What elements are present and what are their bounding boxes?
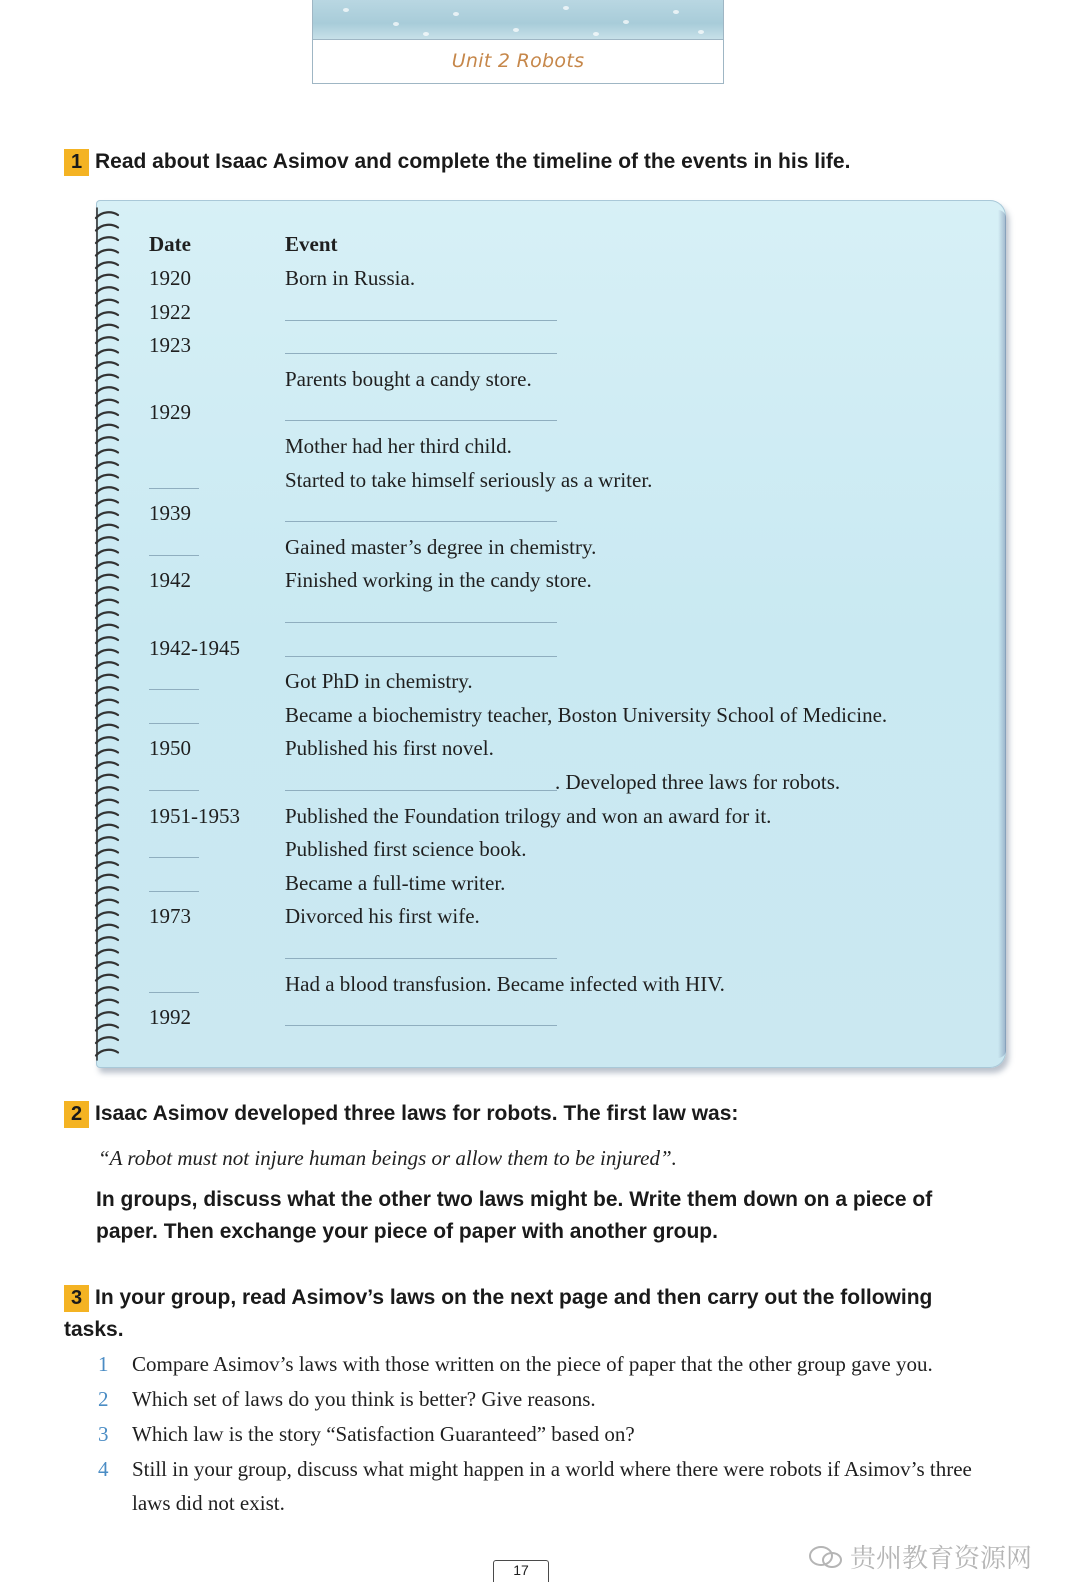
event-blank-line xyxy=(285,656,557,657)
date-blank-line xyxy=(149,723,199,724)
section-2-number: 2 xyxy=(64,1101,89,1128)
section-1-number: 1 xyxy=(64,149,89,176)
timeline-event: Got PhD in chemistry. xyxy=(285,669,473,694)
timeline-event: Gained master’s degree in chemistry. xyxy=(285,534,597,559)
event-blank-line xyxy=(285,521,557,522)
date-blank-line xyxy=(149,857,199,858)
section-2-heading xyxy=(64,1101,738,1128)
header-water-image xyxy=(313,0,723,40)
section-1-heading xyxy=(64,149,850,176)
task-number: 2 xyxy=(98,1387,109,1411)
section-1-instruction: Read about Isaac Asimov and complete the timeline of the events in his life. xyxy=(95,150,851,173)
timeline-date: 1951-1953 xyxy=(149,803,240,828)
timeline-event: Had a blood transfusion. Became infected with HIV. xyxy=(285,971,725,996)
timeline-event: Parents bought a candy store. xyxy=(285,366,532,391)
timeline-event: Born in Russia. xyxy=(285,266,416,290)
timeline-date: 1922 xyxy=(149,299,191,324)
task-text: Which law is the story “Satisfaction Guaranteed” based on? xyxy=(132,1422,635,1446)
timeline-event: Divorced his first wife. xyxy=(285,904,480,929)
section-3-title: In your group, read Asimov’s laws on the next page and then carry out the following tasks. xyxy=(64,1286,933,1341)
timeline-date: 1939 xyxy=(149,501,191,526)
timeline-date: 1923 xyxy=(149,333,191,358)
task-item xyxy=(98,1382,988,1416)
wechat-logo-icon xyxy=(808,1544,844,1570)
section-2-instruction: In groups, discuss what the other two laws might be. Write them down on a piece of paper. Then exchange your piece of paper with another group. xyxy=(96,1188,933,1243)
timeline-event: Became a full-time writer. xyxy=(285,870,506,895)
first-law-quote: “A robot must not injure human beings or allow them to be injured”. xyxy=(98,1146,677,1170)
task-text: Which set of laws do you think is better? Give reasons. xyxy=(132,1387,596,1411)
timeline-date: 1992 xyxy=(149,1005,191,1030)
date-blank-line xyxy=(149,891,199,892)
date-column-header: Date xyxy=(149,232,191,256)
timeline-event: Became a biochemistry teacher, Boston University School of Medicine. xyxy=(285,702,888,727)
timeline-event: Published first science book. xyxy=(285,837,527,862)
spiral-binding-icon xyxy=(92,204,122,1064)
timeline-event: Started to take himself seriously as a writer. xyxy=(285,467,653,492)
timeline-date: 1920 xyxy=(149,266,191,290)
timeline-date: 1942 xyxy=(149,568,191,593)
timeline-date: 1942-1945 xyxy=(149,635,240,660)
timeline-event: Published his first novel. xyxy=(285,736,494,761)
timeline-date: 1950 xyxy=(149,736,191,761)
event-blank-line xyxy=(285,320,557,321)
date-blank-line xyxy=(149,992,199,993)
date-blank-line xyxy=(149,555,199,556)
section-3-number: 3 xyxy=(64,1285,89,1312)
task-item xyxy=(98,1452,988,1520)
event-blank-line xyxy=(285,958,557,959)
task-text: Still in your group, discuss what might happen in a world where there were robots if Asimov’s three laws did not exist. xyxy=(132,1457,972,1515)
timeline-date: 1973 xyxy=(149,904,191,929)
event-blank-line xyxy=(285,622,557,623)
event-blank-line xyxy=(285,420,557,421)
unit-title: Unit 2 Robots xyxy=(451,50,585,72)
timeline-event: Mother had her third child. xyxy=(285,434,512,458)
timeline-event: . Developed three laws for robots. xyxy=(555,770,841,794)
section-2-title: Isaac Asimov developed three laws for robots. The first law was: xyxy=(95,1102,739,1125)
task-number: 3 xyxy=(98,1422,109,1446)
watermark-text: 贵州教育资源网 xyxy=(850,1544,1033,1574)
unit-header-tab xyxy=(312,0,724,84)
task-item xyxy=(98,1347,988,1381)
date-blank-line xyxy=(149,689,199,690)
event-blank-line xyxy=(285,1025,557,1026)
event-column-header: Event xyxy=(285,232,338,256)
task-number: 4 xyxy=(98,1457,109,1481)
task-text: Compare Asimov’s laws with those written on the piece of paper that the other group gave you. xyxy=(132,1352,933,1376)
timeline-date: 1929 xyxy=(149,400,191,425)
page-number: 17 xyxy=(493,1560,549,1582)
date-blank-line xyxy=(149,790,199,791)
event-blank-line xyxy=(285,353,557,354)
watermark xyxy=(808,1538,1032,1575)
task-number: 1 xyxy=(98,1352,109,1376)
section-3-heading xyxy=(64,1282,979,1346)
task-item xyxy=(98,1417,988,1451)
timeline-event: Finished working in the candy store. xyxy=(285,568,592,593)
event-blank-line xyxy=(285,790,557,791)
timeline-notebook xyxy=(96,200,1006,1068)
timeline-event: Published the Foundation trilogy and won an award for it. xyxy=(285,803,772,828)
date-blank-line xyxy=(149,488,199,489)
